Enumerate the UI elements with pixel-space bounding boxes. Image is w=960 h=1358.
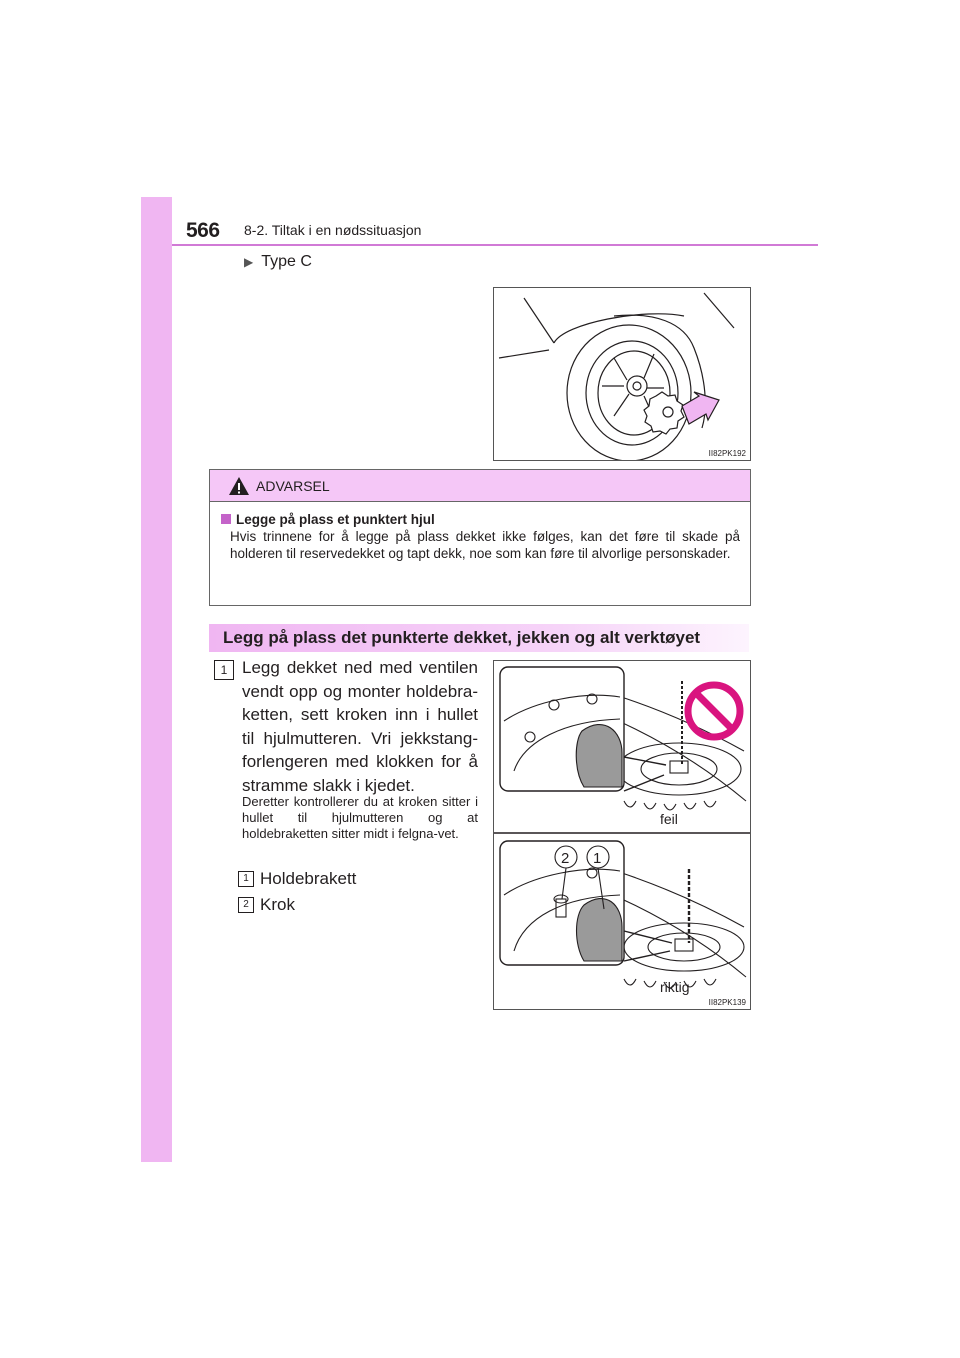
warning-box: [209, 469, 751, 606]
step-note: Deretter kontrollerer du at kroken sitter i hullet til hjulmutteren og at holdebraketten sitter midt i felgna-vet.: [242, 794, 478, 841]
label-right: riktig: [660, 979, 690, 995]
warning-header: [210, 470, 750, 502]
callout-2: 2: [561, 850, 570, 867]
header-rule: [172, 244, 818, 246]
step-text: Legg dekket ned med ventilen vendt opp og monter holdebra-ketten, sett kroken inn i hullet til hjulmutteren. Vri jekkstang-forlengeren med klokken for å stramme slakk i kjedet.: [242, 658, 478, 795]
type-label: Type C: [261, 253, 312, 270]
section-heading-bar: [209, 624, 749, 652]
label-wrong: feil: [660, 811, 678, 827]
warning-subtitle: Legge på plass et punktert hjul: [236, 512, 435, 527]
step-number: 1: [214, 660, 234, 680]
type-label-line: [244, 253, 312, 271]
triangle-bullet-icon: ▶: [244, 255, 254, 269]
page-number: 566: [186, 219, 220, 242]
warning-triangle-icon: [228, 476, 250, 496]
figure-code: II82PK139: [708, 998, 746, 1007]
callout-1: 1: [593, 850, 602, 867]
legend-label-1: Holdebrakett: [260, 869, 357, 888]
legend-number-2: 2: [238, 897, 254, 913]
section-heading: Legg på plass det punkterte dekket, jekken og alt verktøyet: [223, 628, 701, 647]
figure-spare-tire: [493, 660, 751, 1010]
wheel-illustration: [494, 288, 750, 460]
warning-text: Hvis trinnene for å legge på plass dekket ikke følges, kan det føre til skade på holderen til reservedekket og tapt dekk, noe som kan føre til alvorlige personskader.: [230, 529, 740, 561]
square-bullet-icon: [221, 514, 231, 524]
warning-body: [210, 502, 750, 562]
warning-title: ADVARSEL: [256, 478, 330, 494]
warning-subtitle-row: [221, 511, 740, 528]
legend-label-2: Krok: [260, 895, 295, 914]
section-breadcrumb: 8-2. Tiltak i en nødssituasjon: [244, 222, 422, 238]
figure-code: II82PK192: [708, 449, 746, 458]
legend-number-1: 1: [238, 871, 254, 887]
spare-tire-illustration: [494, 661, 750, 1009]
figure-wheel: [493, 287, 751, 461]
side-tab: [141, 197, 172, 1162]
